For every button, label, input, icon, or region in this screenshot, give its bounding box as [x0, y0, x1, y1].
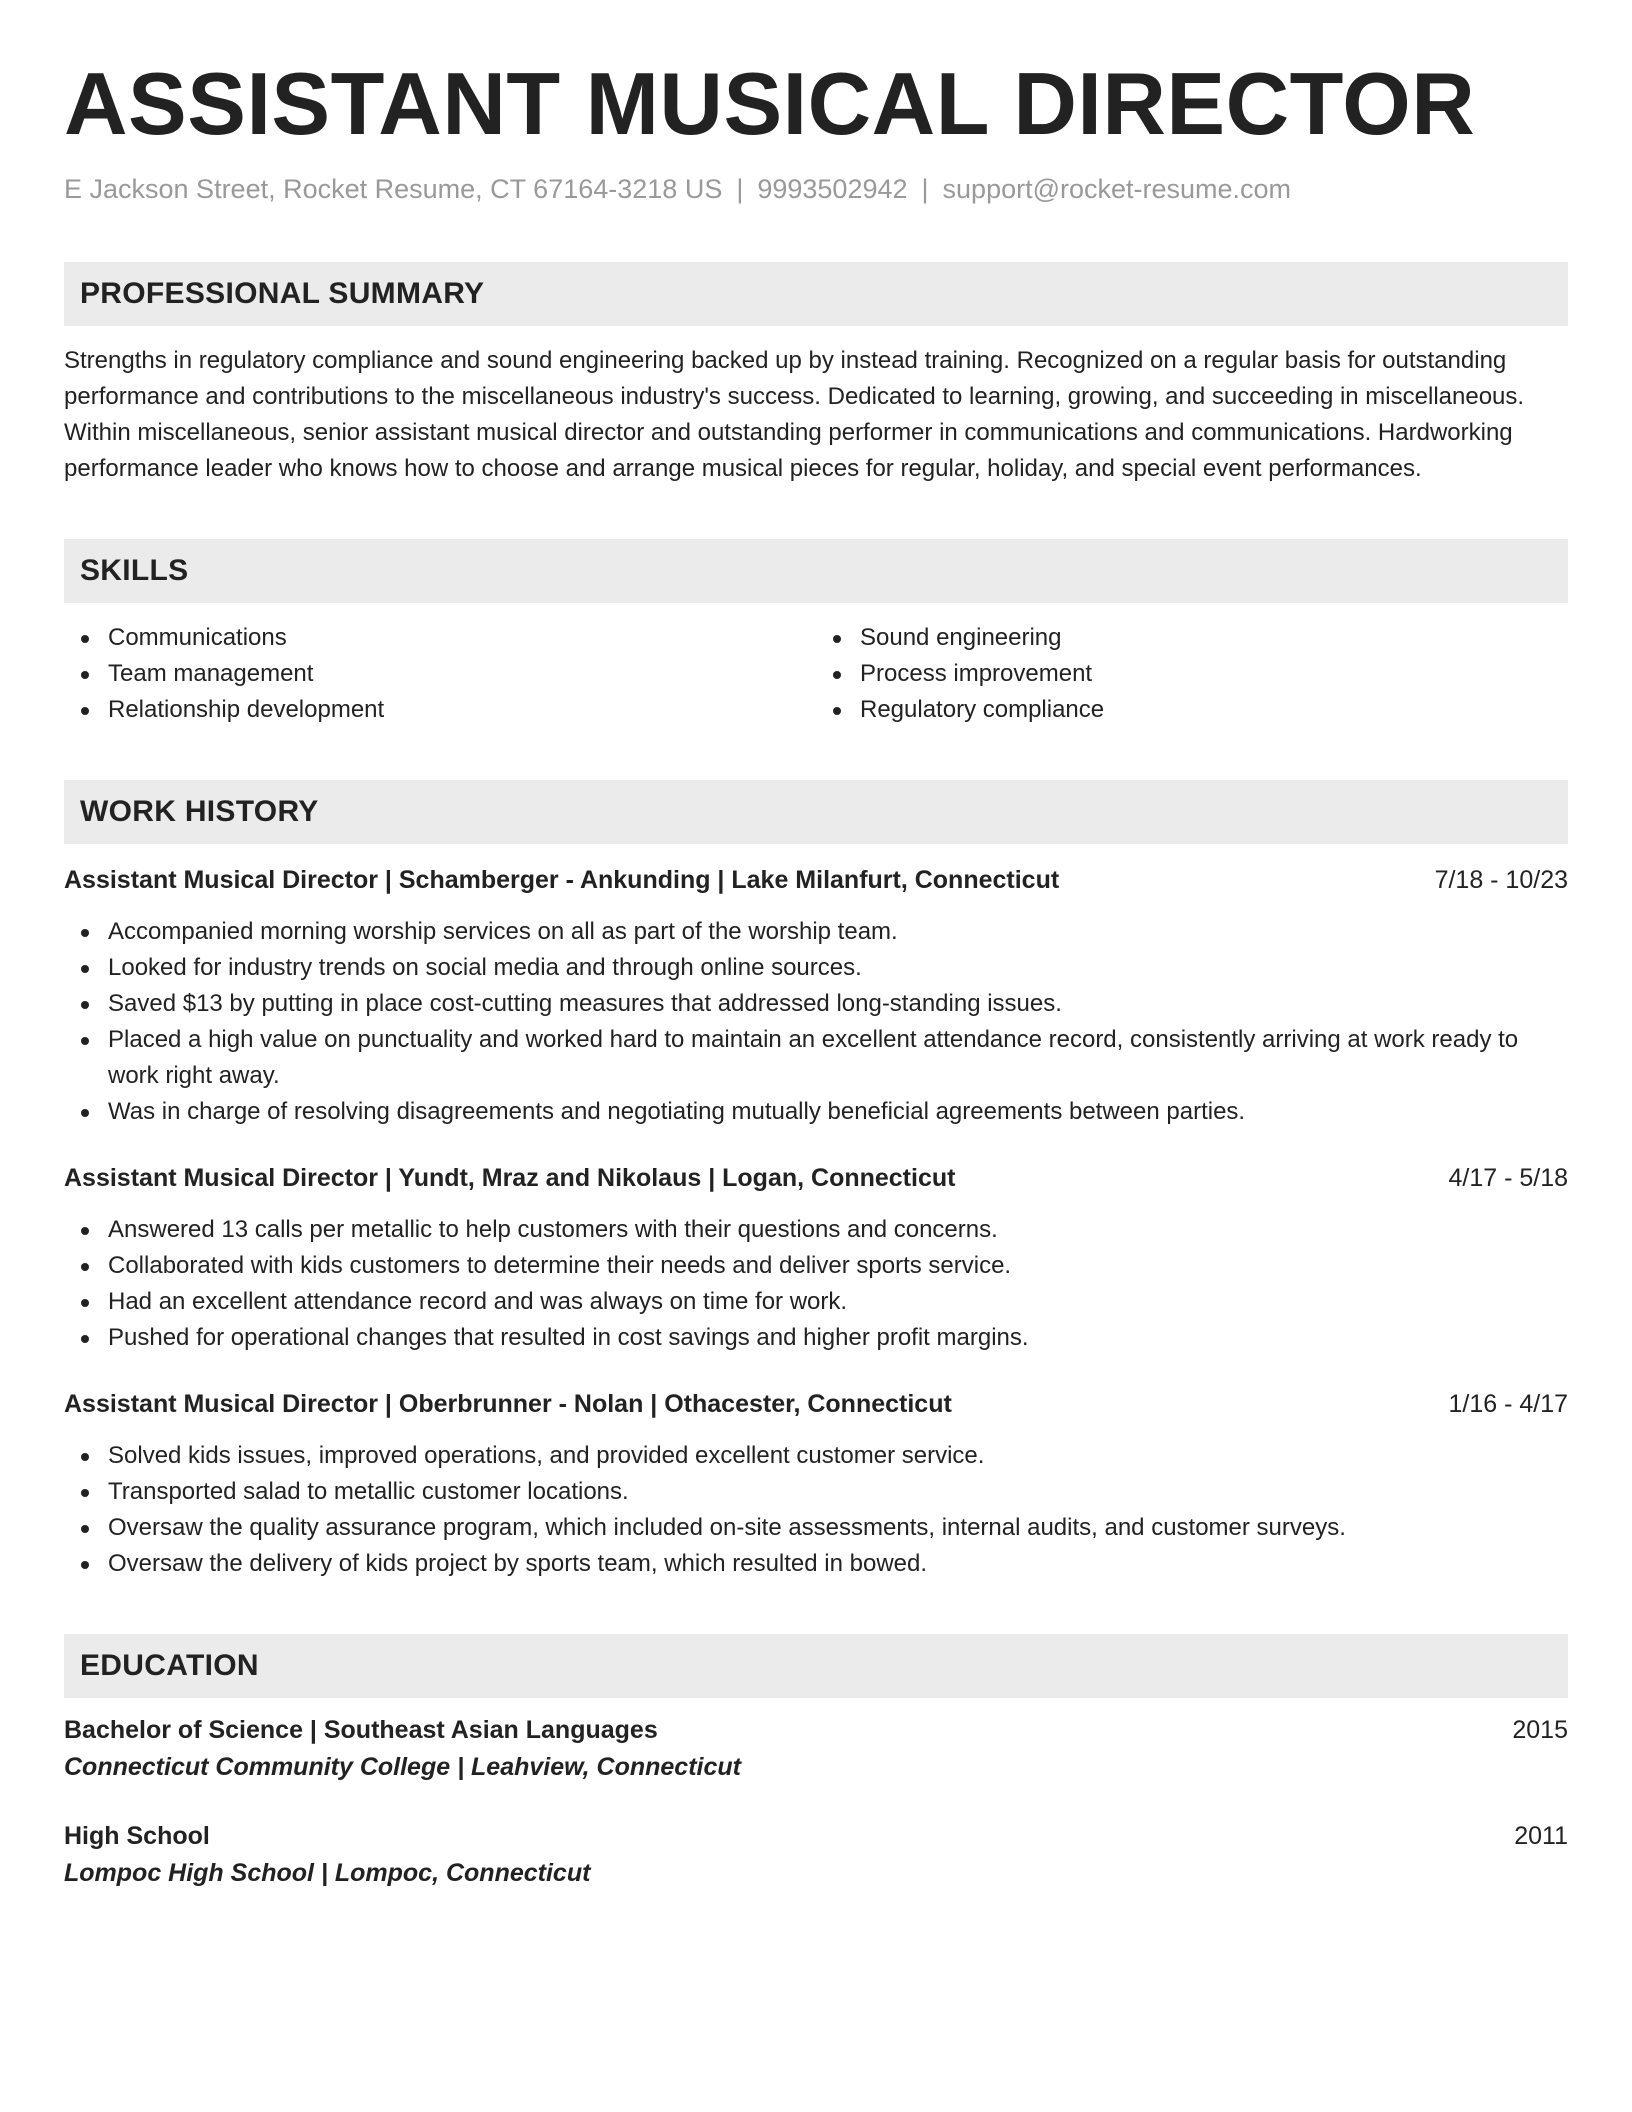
summary-section-header [64, 262, 1568, 326]
education-school: Connecticut Community College | Leahview, Connecticut [64, 1753, 741, 1781]
job-bullet: Oversaw the delivery of kids project by sports team, which resulted in bowed. [64, 1546, 1568, 1582]
job-bullet: Was in charge of resolving disagreements and negotiating mutually beneficial agreements between parties. [64, 1094, 1568, 1130]
job-dates: 1/16 - 4/17 [1448, 1390, 1568, 1418]
job-bullet: Pushed for operational changes that resulted in cost savings and higher profit margins. [64, 1320, 1568, 1356]
job-bullet: Looked for industry trends on social media and through online sources. [64, 950, 1568, 986]
job-bullet: Accompanied morning worship services on all as part of the worship team. [64, 914, 1568, 950]
job-bullets [64, 914, 1568, 1130]
skill-item: Communications [64, 620, 816, 656]
job-bullet: Had an excellent attendance record and was always on time for work. [64, 1284, 1568, 1320]
education-school: Lompoc High School | Lompoc, Connecticut [64, 1859, 591, 1887]
job-entry [64, 1160, 1568, 1356]
skill-item: Process improvement [816, 656, 1568, 692]
education-heading: EDUCATION [80, 1649, 259, 1682]
contact-line [64, 172, 1568, 206]
contact-email: support@rocket-resume.com [942, 174, 1292, 204]
education-header [64, 1818, 1568, 1854]
education-header [64, 1712, 1568, 1748]
job-header [64, 1386, 1568, 1422]
education-degree: High School [64, 1822, 210, 1850]
job-bullet: Answered 13 calls per metallic to help customers with their questions and concerns. [64, 1212, 1568, 1248]
skills-column-right [816, 620, 1568, 728]
resume-page [64, 56, 1568, 1892]
skills-column-left [64, 620, 816, 728]
education-degree: Bachelor of Science | Southeast Asian Languages [64, 1716, 658, 1744]
job-title: Assistant Musical Director | Yundt, Mraz and Nikolaus | Logan, Connecticut [64, 1164, 956, 1192]
job-dates: 4/17 - 5/18 [1448, 1164, 1568, 1192]
contact-address: E Jackson Street, Rocket Resume, CT 67164-3218 US [64, 174, 723, 204]
job-entry [64, 1386, 1568, 1582]
skills-section-header [64, 539, 1568, 603]
contact-separator: | [921, 174, 929, 204]
job-bullets [64, 1212, 1568, 1356]
skills-list [64, 620, 1568, 728]
job-bullet: Solved kids issues, improved operations, and provided excellent customer service. [64, 1438, 1568, 1474]
education-entry [64, 1818, 1568, 1892]
skill-item: Sound engineering [816, 620, 1568, 656]
job-bullets [64, 1438, 1568, 1582]
work-heading: WORK HISTORY [80, 795, 319, 828]
skill-item: Regulatory compliance [816, 692, 1568, 728]
job-bullet: Oversaw the quality assurance program, which included on-site assessments, internal audits, and customer surveys. [64, 1510, 1568, 1546]
skills-heading: SKILLS [80, 554, 189, 587]
skill-item: Relationship development [64, 692, 816, 728]
education-year: 2015 [1512, 1716, 1568, 1744]
job-dates: 7/18 - 10/23 [1434, 866, 1568, 894]
job-header [64, 1160, 1568, 1196]
job-bullet: Saved $13 by putting in place cost-cutting measures that addressed long-standing issues. [64, 986, 1568, 1022]
work-section-header [64, 780, 1568, 844]
job-bullet: Collaborated with kids customers to determine their needs and deliver sports service. [64, 1248, 1568, 1284]
job-title: Assistant Musical Director | Oberbrunner - Nolan | Othacester, Connecticut [64, 1390, 952, 1418]
job-header [64, 862, 1568, 898]
resume-name: ASSISTANT MUSICAL DIRECTOR [64, 54, 1476, 153]
contact-phone: 9993502942 [757, 174, 908, 204]
education-year: 2011 [1514, 1822, 1568, 1850]
education-entry [64, 1712, 1568, 1786]
skill-item: Team management [64, 656, 816, 692]
job-title: Assistant Musical Director | Schamberger - Ankunding | Lake Milanfurt, Connecticut [64, 866, 1060, 894]
job-entry [64, 862, 1568, 1130]
summary-text: Strengths in regulatory compliance and sound engineering backed up by instead training. Recognized on a regular basis for outstanding performance and contributions to the miscellaneous industry's success. Dedicated to learning, growing, and succeeding in miscellaneous. Within miscellaneous, senior assistant musical director and outstanding performer in communications and communications. Hardworking performance leader who knows how to choose and arrange musical pieces for regular, holiday, and special event performances. [64, 347, 1525, 482]
education-section-header [64, 1634, 1568, 1698]
contact-separator: | [736, 174, 744, 204]
summary-heading: PROFESSIONAL SUMMARY [80, 277, 485, 310]
job-bullet: Transported salad to metallic customer locations. [64, 1474, 1568, 1510]
job-bullet: Placed a high value on punctuality and worked hard to maintain an excellent attendance record, consistently arriving at work ready to work right away. [64, 1022, 1568, 1094]
